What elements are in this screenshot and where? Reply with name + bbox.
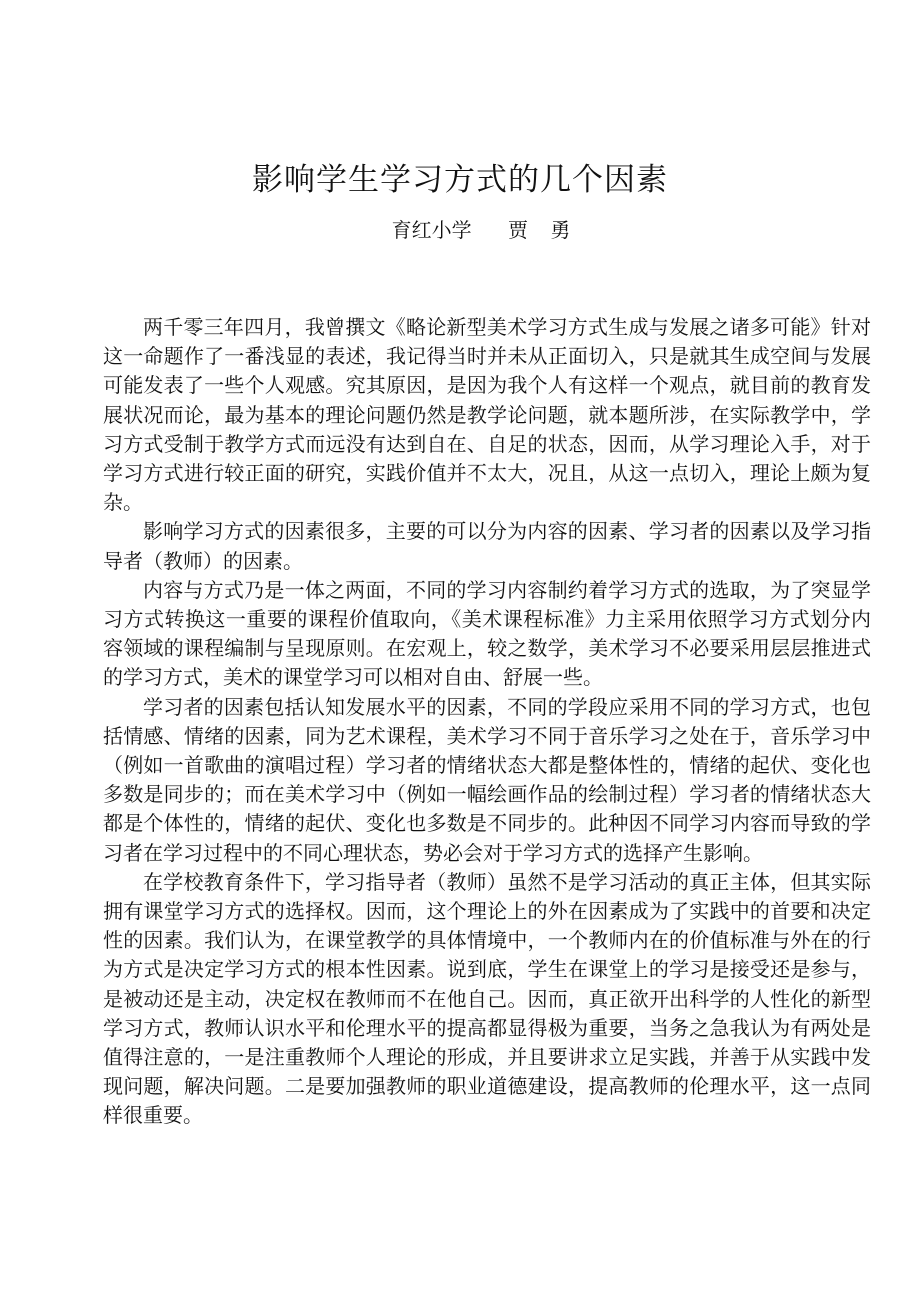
paragraph: 内容与方式乃是一体之两面，不同的学习内容制约着学习方式的选取，为了突显学习方式转换这一重要的课程价值取向，《美术课程标准》力主采用依照学习方式划分内容领域的课程编制与呈现原则。在宏观上，较之数学，美术学习不必要采用层层推进式的学习方式，美术的课堂学习可以相对自由、舒展一些。 (103, 577, 871, 690)
byline (0, 214, 920, 246)
paragraph: 学习者的因素包括认知发展水平的因素，不同的学段应采用不同的学习方式，也包括情感、情绪的因素，同为艺术课程，美术学习不同于音乐学习之处在于，音乐学习中（例如一首歌曲的演唱过程）学习者的情绪状态大都是整体性的，情绪的起伏、变化也多数是同步的；而在美术学习中（例如一幅绘画作品的绘制过程）学习者的情绪状态大都是个体性的，情绪的起伏、变化也多数是不同步的。此种因不同学习内容而导致的学习者在学习过程中的不同心理状态，势必会对于学习方式的选择产生影响。 (103, 694, 871, 865)
school-name: 育红小学 (391, 218, 472, 242)
paragraph: 在学校教育条件下，学习指导者（教师）虽然不是学习活动的真正主体，但其实际拥有课堂学习方式的选择权。因而，这个理论上的外在因素成为了实践中的首要和决定性的因素。我们认为，在课堂教学的具体情境中，一个教师内在的价值标准与外在的行为方式是决定学习方式的根本性因素。说到底，学生在课堂上的学习是接受还是参与，是被动还是主动，决定权在教师而不在他自己。因而，真正欲开出科学的人性化的新型学习方式，教师认识水平和伦理水平的提高都显得极为重要，当务之急我认为有两处是值得注意的，一是注重教师个人理论的形成，并且要讲求立足实践，并善于从实践中发现问题，解决问题。二是要加强教师的职业道德建设，提高教师的伦理水平，这一点同样很重要。 (103, 869, 871, 1128)
author-name: 贾 勇 (508, 218, 579, 242)
document-body (103, 313, 871, 1131)
paragraph: 两千零三年四月，我曾撰文《略论新型美术学习方式生成与发展之诸多可能》针对这一命题作了一番浅显的表述，我记得当时并未从正面切入，只是就其生成空间与发展可能发表了一些个人观感。究其原因，是因为我个人有这样一个观点，就目前的教育发展状况而论，最为基本的理论问题仍然是教学论问题，就本题所涉，在实际教学中，学习方式受制于教学方式而远没有达到自在、自足的状态，因而，从学习理论入手，对于学习方式进行较正面的研究，实践价值并不太大，况且，从这一点切入，理论上颇为复杂。 (103, 315, 871, 515)
paragraph: 影响学习方式的因素很多，主要的可以分为内容的因素、学习者的因素以及学习指导者（教师）的因素。 (103, 519, 871, 573)
document-title: 影响学生学习方式的几个因素 (252, 162, 668, 198)
